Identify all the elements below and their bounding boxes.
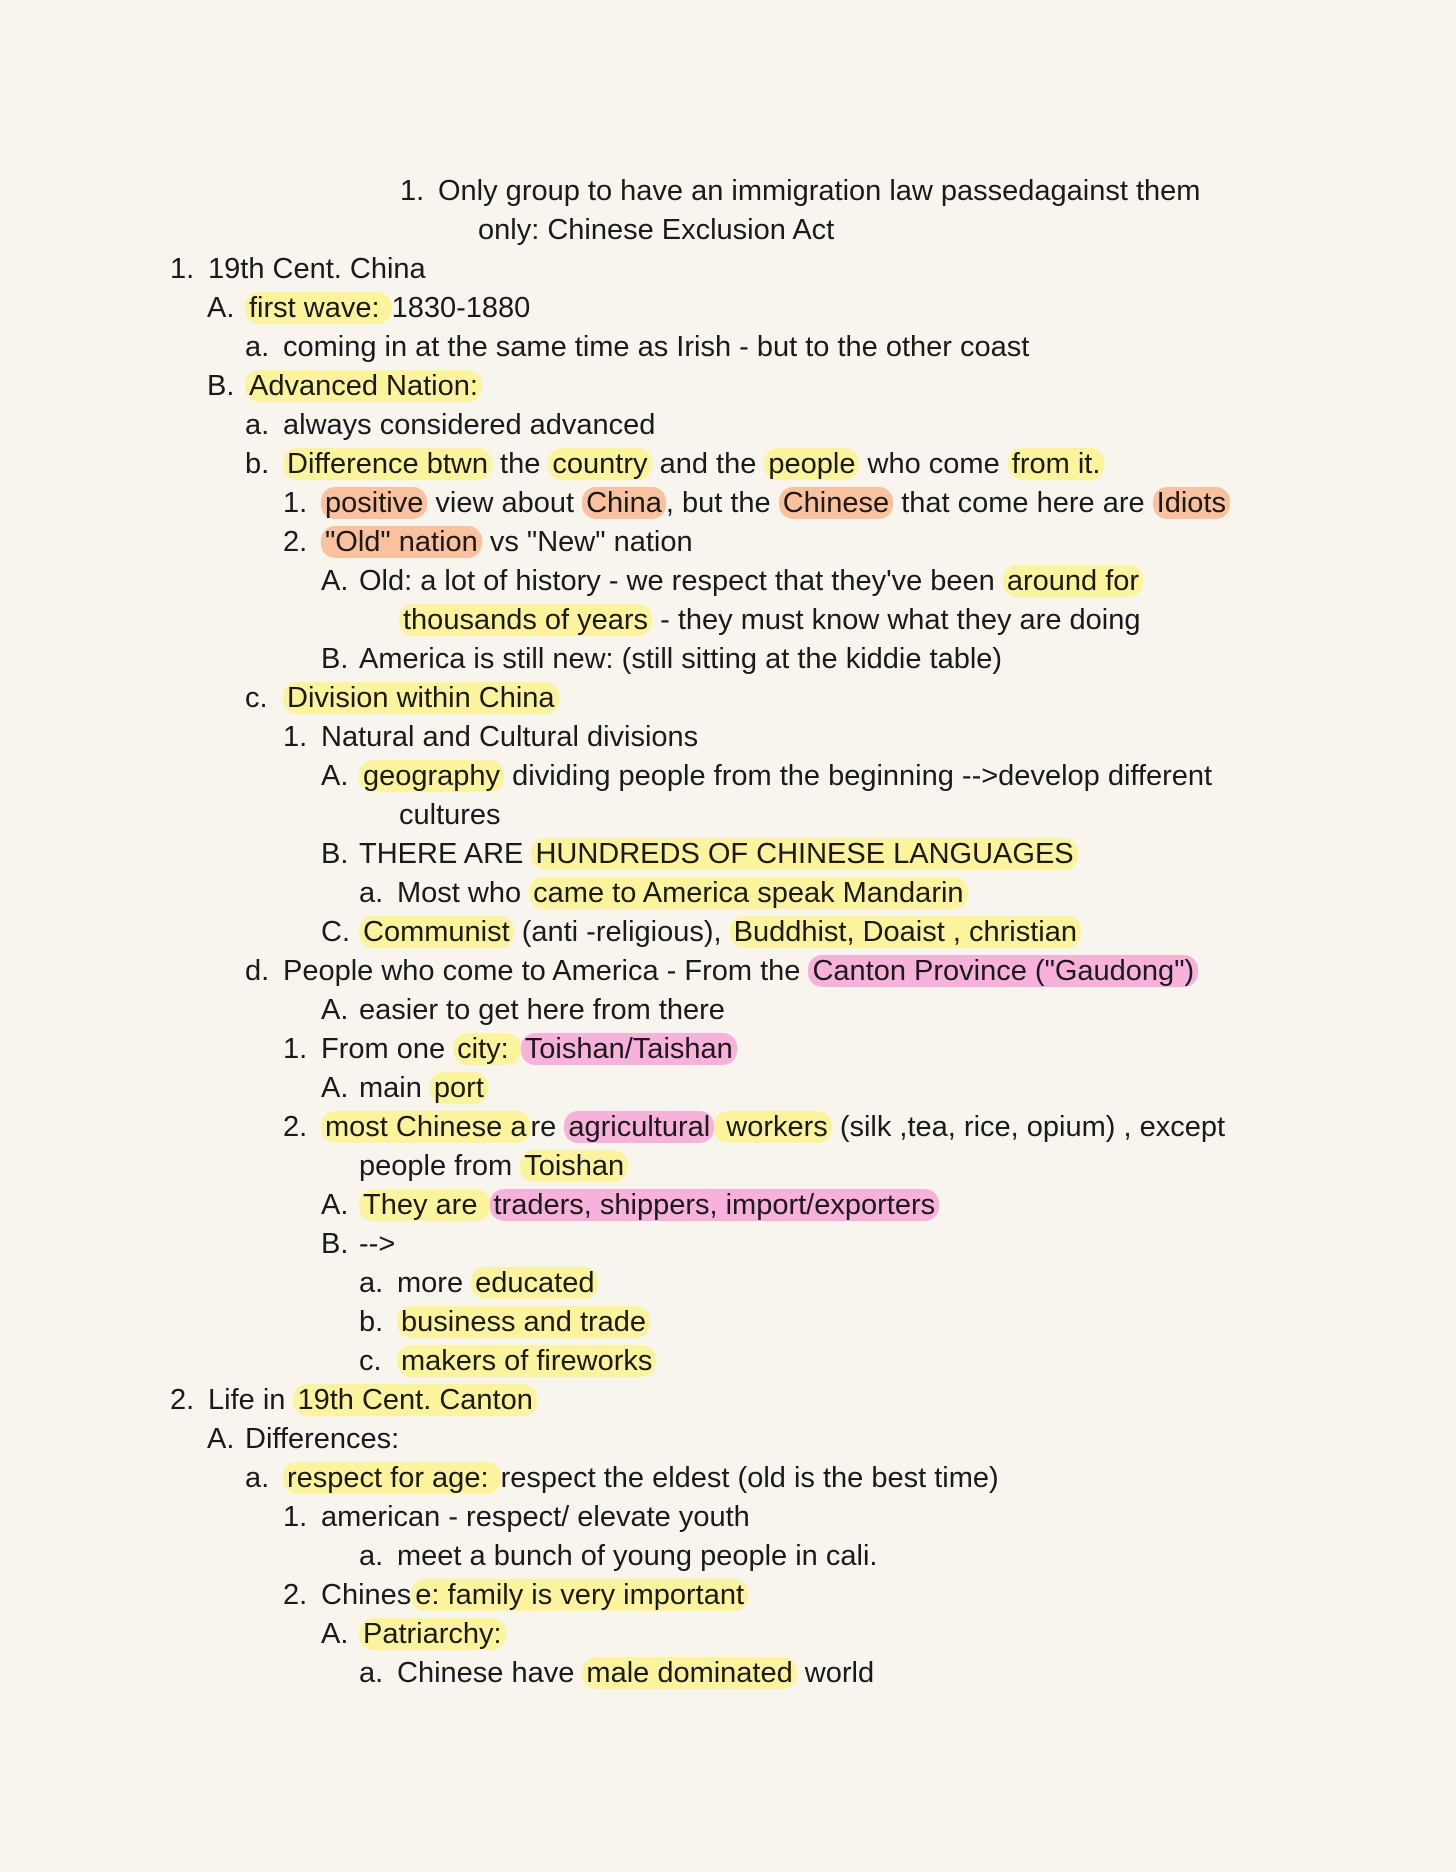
highlighted-text: Toishan/Taishan xyxy=(521,1033,737,1065)
outline-item xyxy=(283,718,698,756)
outline-text: respect the eldest (old is the best time) xyxy=(500,1462,999,1494)
outline-item xyxy=(207,1420,399,1458)
outline-item xyxy=(283,1576,748,1614)
highlighted-text: country xyxy=(548,448,651,480)
outline-item xyxy=(361,601,1140,639)
outline-text: dividing people from the beginning -->develop different xyxy=(504,760,1213,792)
outline-item xyxy=(245,679,559,717)
outline-item xyxy=(321,1615,506,1653)
outline-item xyxy=(321,913,1081,951)
outline-marker: A. xyxy=(321,1072,349,1104)
highlighted-text: 19th Cent. Canton xyxy=(293,1384,536,1416)
highlighted-text: agricultural xyxy=(564,1111,714,1143)
outline-text: 1830-1880 xyxy=(391,292,531,324)
outline-text: Most who xyxy=(397,877,530,909)
outline-marker: b. xyxy=(245,448,270,480)
outline-marker: B. xyxy=(321,643,349,675)
outline-text: Chinese have xyxy=(397,1657,583,1689)
outline-text: always considered advanced xyxy=(283,409,656,441)
outline-marker: a. xyxy=(245,409,270,441)
outline-text: people from xyxy=(359,1150,521,1182)
outline-text: --> xyxy=(359,1228,396,1260)
highlighted-text: HUNDREDS OF CHINESE LANGUAGES xyxy=(531,838,1077,870)
outline-marker: d. xyxy=(245,955,270,987)
outline-marker: 2. xyxy=(283,526,308,558)
highlighted-text: Chinese xyxy=(779,487,893,519)
outline-text: (anti -religious), xyxy=(513,916,730,948)
highlighted-text: educated xyxy=(471,1267,598,1299)
outline-item xyxy=(283,1030,737,1068)
highlighted-text: Patriarchy: xyxy=(359,1618,506,1650)
highlighted-text: makers of fireworks xyxy=(397,1345,656,1377)
highlighted-text: Difference btwn xyxy=(283,448,492,480)
outline-item xyxy=(359,1303,650,1341)
outline-text: and the xyxy=(651,448,765,480)
outline-item xyxy=(359,874,968,912)
highlighted-text: city: xyxy=(453,1033,521,1065)
outline-marker: 2. xyxy=(283,1579,308,1611)
outline-item xyxy=(359,1264,598,1302)
outline-marker: 1. xyxy=(283,721,308,753)
highlighted-text: traders, shippers, import/exporters xyxy=(490,1189,940,1221)
outline-item xyxy=(400,172,1200,210)
highlighted-text: Idiots xyxy=(1153,487,1230,519)
outline-text: THERE ARE xyxy=(359,838,532,870)
outline-text: world xyxy=(796,1657,875,1689)
outline-item xyxy=(321,757,1212,795)
outline-text: easier to get here from there xyxy=(359,994,725,1026)
highlighted-text: first wave: xyxy=(245,292,392,324)
outline-marker: B. xyxy=(207,370,235,402)
highlighted-text: "Old" nation xyxy=(321,526,482,558)
highlighted-text: Communist xyxy=(359,916,514,948)
outline-marker: A. xyxy=(321,760,349,792)
highlighted-text: Buddhist, Doaist , christian xyxy=(730,916,1081,948)
outline-text: view about xyxy=(427,487,583,519)
outline-marker: B. xyxy=(321,1228,349,1260)
outline-item xyxy=(321,1069,488,1107)
outline-text: american - respect/ elevate youth xyxy=(321,1501,750,1533)
outline-marker: A. xyxy=(321,565,349,597)
outline-text: , but the xyxy=(665,487,779,519)
outline-item xyxy=(361,796,501,834)
highlighted-text: They are xyxy=(359,1189,490,1221)
outline-marker: a. xyxy=(359,1657,384,1689)
highlighted-text: business and trade xyxy=(397,1306,650,1338)
outline-item xyxy=(283,1108,1225,1146)
outline-text: more xyxy=(397,1267,472,1299)
outline-item xyxy=(170,250,426,288)
highlighted-text: Advanced Nation: xyxy=(245,370,482,402)
outline-text: coming in at the same time as Irish - but to the other coast xyxy=(283,331,1030,363)
highlighted-text: geography xyxy=(359,760,504,792)
outline-item xyxy=(359,1537,877,1575)
outline-marker: C. xyxy=(321,916,350,948)
outline-marker: c. xyxy=(359,1345,382,1377)
outline-item xyxy=(245,445,1104,483)
outline-text: Life in xyxy=(208,1384,294,1416)
outline-text: Only group to have an immigration law passedagainst them xyxy=(438,175,1201,207)
outline-item xyxy=(321,1186,939,1224)
outline-item xyxy=(170,1381,537,1419)
outline-marker: a. xyxy=(359,1540,384,1572)
outline-item xyxy=(207,367,482,405)
outline-item xyxy=(321,1147,628,1185)
highlighted-text: around for xyxy=(1003,565,1143,597)
outline-text: who come xyxy=(859,448,1008,480)
outline-item xyxy=(440,211,834,249)
outline-text: the xyxy=(491,448,549,480)
outline-item xyxy=(283,1498,750,1536)
outline-text: Chines xyxy=(321,1579,412,1611)
outline-item xyxy=(245,1459,999,1497)
outline-marker: B. xyxy=(321,838,349,870)
outline-marker: 1. xyxy=(283,1033,308,1065)
outline-marker: 1. xyxy=(170,253,195,285)
outline-marker: 2. xyxy=(283,1111,308,1143)
highlighted-text: positive xyxy=(321,487,427,519)
outline-marker: a. xyxy=(245,1462,270,1494)
highlighted-text: Canton Province ("Gaudong") xyxy=(808,955,1198,987)
outline-item xyxy=(359,1342,656,1380)
outline-text: Natural and Cultural divisions xyxy=(321,721,699,753)
outline-item xyxy=(207,289,530,327)
highlighted-text: came to America speak Mandarin xyxy=(529,877,967,909)
outline-marker: A. xyxy=(321,1189,349,1221)
outline-marker: c. xyxy=(245,682,268,714)
outline-item xyxy=(321,640,1002,678)
highlighted-text: people xyxy=(764,448,859,480)
outline-marker: 1. xyxy=(283,487,308,519)
highlighted-text: port xyxy=(430,1072,488,1104)
highlighted-text: thousands of years xyxy=(399,604,652,636)
outline-marker: A. xyxy=(321,1618,349,1650)
outline-marker: A. xyxy=(207,292,235,324)
outline-text: vs "New" nation xyxy=(481,526,693,558)
outline-item xyxy=(245,406,655,444)
outline-text: - they must know what they are doing xyxy=(652,604,1141,636)
highlighted-text: from it. xyxy=(1008,448,1105,480)
outline-text: America is still new: (still sitting at the kiddie table) xyxy=(359,643,1003,675)
outline-marker: a. xyxy=(359,1267,384,1299)
outline-item xyxy=(283,523,693,561)
outline-marker: A. xyxy=(321,994,349,1026)
highlighted-text: Division within China xyxy=(283,682,559,714)
outline-text: Differences: xyxy=(245,1423,400,1455)
highlighted-text: male dominated xyxy=(582,1657,796,1689)
highlighted-text: workers xyxy=(714,1111,832,1143)
outline-marker: A. xyxy=(207,1423,235,1455)
outline-text: that come here are xyxy=(893,487,1153,519)
outline-marker: 1. xyxy=(400,175,425,207)
outline-marker: a. xyxy=(359,877,384,909)
outline-text: 19th Cent. China xyxy=(208,253,426,285)
outline-text: cultures xyxy=(399,799,501,831)
highlighted-text: respect for age: xyxy=(283,1462,501,1494)
outline-item xyxy=(283,484,1230,522)
outline-marker: b. xyxy=(359,1306,384,1338)
outline-text: From one xyxy=(321,1033,454,1065)
outline-text: (silk ,tea, rice, opium) , except xyxy=(831,1111,1226,1143)
outline-item xyxy=(321,562,1143,600)
highlighted-text: Toishan xyxy=(520,1150,628,1182)
outline-marker: a. xyxy=(245,331,270,363)
outline-text: main xyxy=(359,1072,430,1104)
outline-text: meet a bunch of young people in cali. xyxy=(397,1540,878,1572)
outline-text: only: Chinese Exclusion Act xyxy=(478,214,835,246)
outline-item xyxy=(359,1654,874,1692)
highlighted-text: China xyxy=(582,487,666,519)
outline-item xyxy=(245,328,1029,366)
outline-item xyxy=(321,835,1078,873)
highlighted-text: most Chinese a xyxy=(321,1111,531,1143)
outline-item xyxy=(321,991,725,1029)
outline-item xyxy=(321,1225,395,1263)
outline-item xyxy=(245,952,1198,990)
outline-text: People who come to America - From the xyxy=(283,955,809,987)
outline-text: re xyxy=(530,1111,565,1143)
outline-marker: 1. xyxy=(283,1501,308,1533)
outline-text: Old: a lot of history - we respect that they've been xyxy=(359,565,1003,597)
outline-marker: 2. xyxy=(170,1384,195,1416)
highlighted-text: e: family is very important xyxy=(411,1579,748,1611)
